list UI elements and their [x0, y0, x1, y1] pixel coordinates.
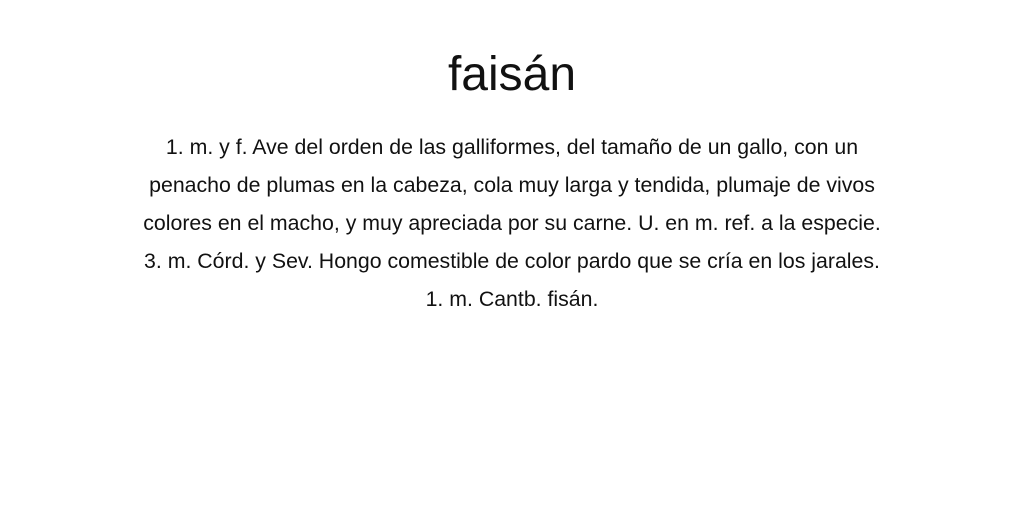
definition-line: colores en el macho, y muy apreciada por su carne. U. en m. ref. a la especie.: [143, 211, 881, 235]
definition-line: 1. m. y f. Ave del orden de las galliformes, del tamaño de un gallo, con un: [165, 135, 859, 159]
definition-line: penacho de plumas en la cabeza, cola muy larga y tendida, plumaje de vivos: [149, 173, 875, 197]
definition-line: 3. m. Córd. y Sev. Hongo comestible de color pardo que se cría en los jarales.: [144, 249, 880, 273]
definition-line: 1. m. Cantb. fisán.: [425, 287, 599, 311]
headword: faisán: [447, 48, 577, 101]
definitions-block: [40, 128, 984, 318]
